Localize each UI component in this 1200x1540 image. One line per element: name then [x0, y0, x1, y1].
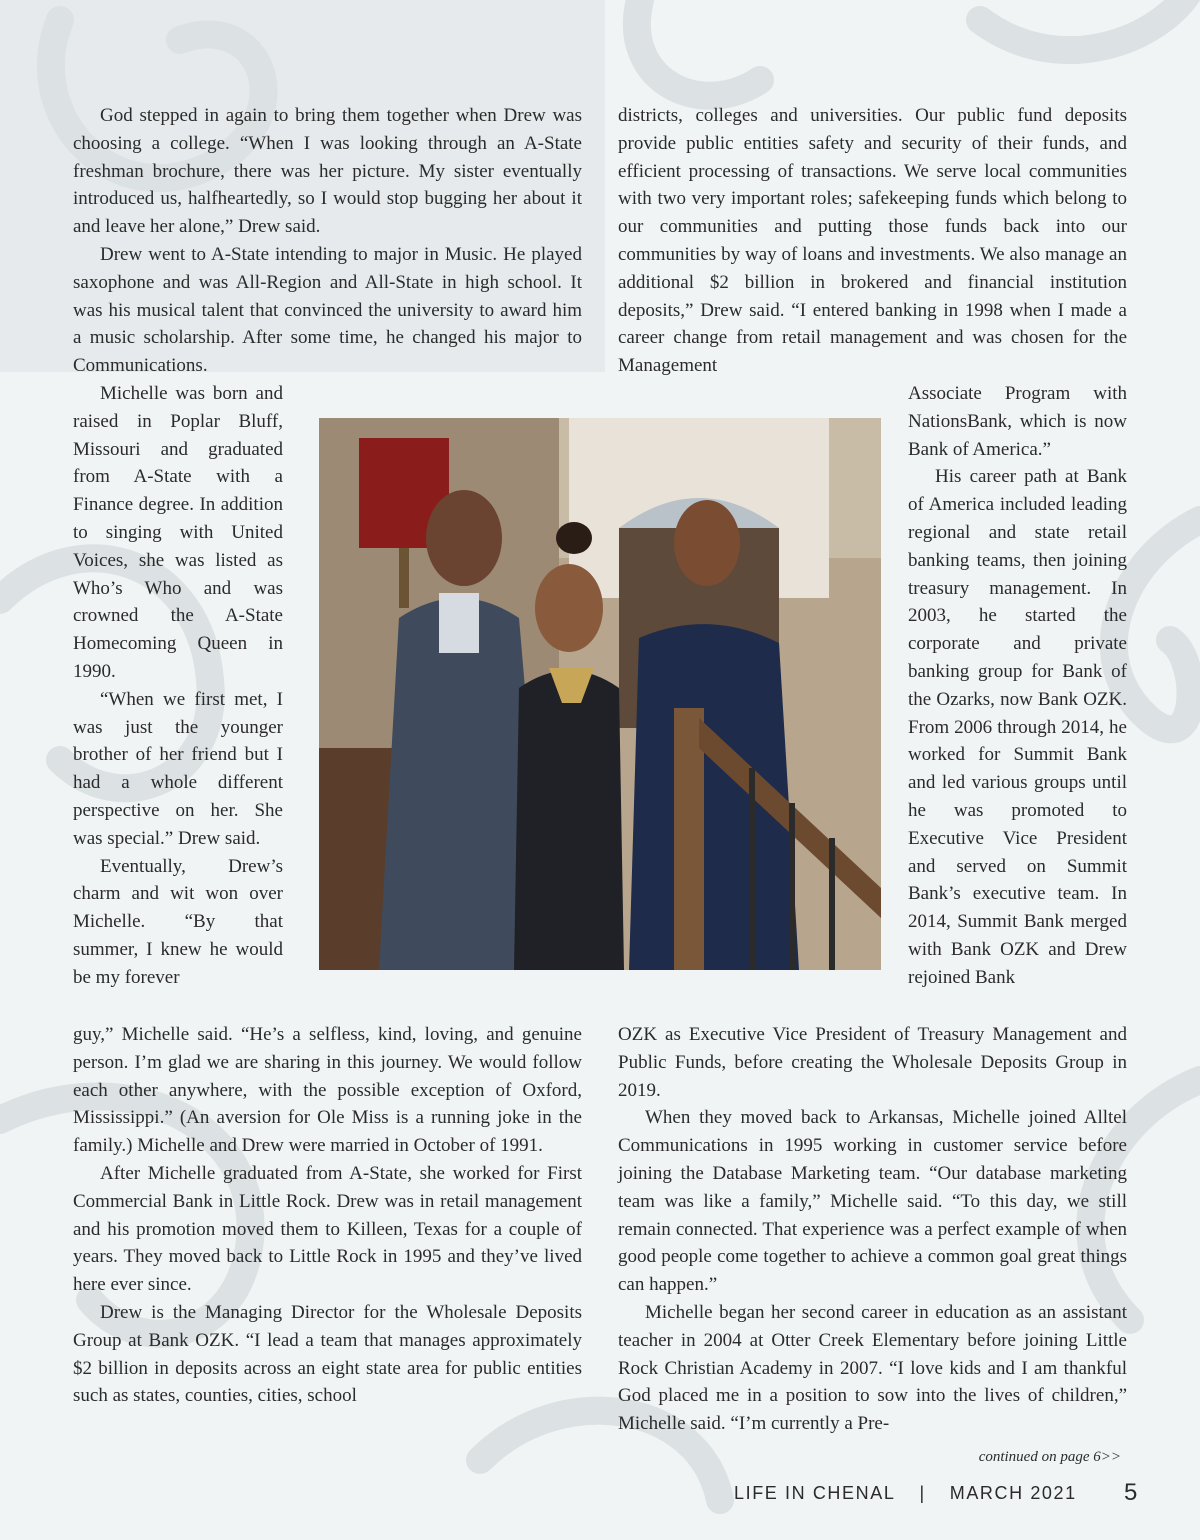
- article-column-left-wrap: [73, 380, 283, 992]
- page-footer: [734, 1483, 1077, 1504]
- page-number: 5: [1124, 1479, 1138, 1506]
- continued-note: continued on page 6>>: [978, 1449, 1121, 1465]
- article-column-right-wrap: [908, 380, 1127, 992]
- article-column-right-top: [618, 102, 1127, 380]
- paragraph: Drew is the Managing Director for the Wholesale Deposits Group at Bank OZK. “I lead a team that manages approximately $2 billion in deposits across an eight state area for public entities such as states, counties, cities, school: [73, 1301, 582, 1407]
- article-column-right-bottom: [618, 1021, 1127, 1438]
- paragraph-continuation: guy,” Michelle said. “He’s a selfless, kind, loving, and genuine person. I’m glad we are sharing in this journey. We would follow each other anywhere, with the possible exception of Oxford, Mississippi.” (An aversion for Ole Miss is a running joke in the family.) Michelle and Drew were married in October of 1991.: [73, 1024, 582, 1157]
- article-column-left-top: [73, 102, 582, 380]
- paragraph: God stepped in again to bring them together when Drew was choosing a college. “When I was looking through an A-State freshman brochure, there was her picture. My sister eventually introduced us, halfheartedly, so I would stop bugging her about it and leave her alone,” Drew said.: [73, 105, 582, 238]
- paragraph: Eventually, Drew’s charm and wit won over Michelle. “By that summer, I knew he would be my forever: [73, 855, 283, 988]
- paragraph: Michelle was born and raised in Poplar Bluff, Missouri and graduated from A-State with a Finance degree. In addition to singing with United Voices, she was listed as Who’s Who and was crowned the A-State Homecoming Queen in 1990.: [73, 383, 283, 682]
- issue-date: MARCH 2021: [949, 1483, 1077, 1503]
- paragraph-continuation: OZK as Executive Vice President of Treasury Management and Public Funds, before creating the Wholesale Deposits Group in 2019.: [618, 1024, 1127, 1101]
- footer-separator: |: [919, 1483, 926, 1503]
- paragraph: After Michelle graduated from A-State, she worked for First Commercial Bank in Little Rock. Drew was in retail management and his promotion moved them to Killeen, Texas for a couple of years. They moved back to Little Rock in 1995 and they’ve lived here ever since.: [73, 1162, 582, 1296]
- paragraph: Michelle began her second career in education as an assistant teacher in 2004 at Otter Creek Elementary before joining Little Rock Christian Academy in 2007. “I love kids and I am thankful God placed me in a position to sow into the lives of children,” Michelle said. “I’m currently a Pre-: [618, 1301, 1127, 1435]
- paragraph: His career path at Bank of America included leading regional and state retail banking teams, then joining treasury management. In 2003, he started the corporate and private banking group for Bank of the Ozarks, now Bank OZK. From 2006 through 2014, he worked for Summit Bank and led various groups until he was promoted to Executive Vice President and served on Summit Bank’s executive team. In 2014, Summit Bank merged with Bank OZK and Drew rejoined Bank: [908, 466, 1127, 988]
- paragraph-continuation: districts, colleges and universities. Our public fund deposits provide public entities safety and security of their funds, and efficient processing of transactions. We serve local communities with two very important roles; safekeeping funds which belong to our communities and putting those funds back into our communities by way of loans and investments. We also manage an additional $2 billion in brokered and financial institution deposits,” Drew said. “I entered banking in 1998 when I made a career change from retail management and was chosen for the Management: [618, 105, 1127, 377]
- publication-name: LIFE IN CHENAL: [734, 1483, 896, 1503]
- paragraph: “When we first met, I was just the younger brother of her friend but I had a whole different perspective on her. She was special.” Drew said.: [73, 688, 283, 849]
- paragraph-continuation: Associate Program with NationsBank, which is now Bank of America.”: [908, 383, 1127, 460]
- article-column-left-bottom: [73, 1021, 582, 1410]
- paragraph: Drew went to A-State intending to major in Music. He played saxophone and was All-Region and All-State in high school. It was his musical talent that convinced the university to award him a music scholarship. After some time, he changed his major to Communications.: [73, 243, 582, 377]
- paragraph: When they moved back to Arkansas, Michelle joined Alltel Communications in 1995 working in customer service before joining the Database Marketing team. “Our database marketing team was like a family,” Michelle said. “To this day, we still remain connected. That experience was a perfect example of when good people come together to achieve a common goal great things can happen.”: [618, 1107, 1127, 1296]
- family-photo: [319, 418, 881, 970]
